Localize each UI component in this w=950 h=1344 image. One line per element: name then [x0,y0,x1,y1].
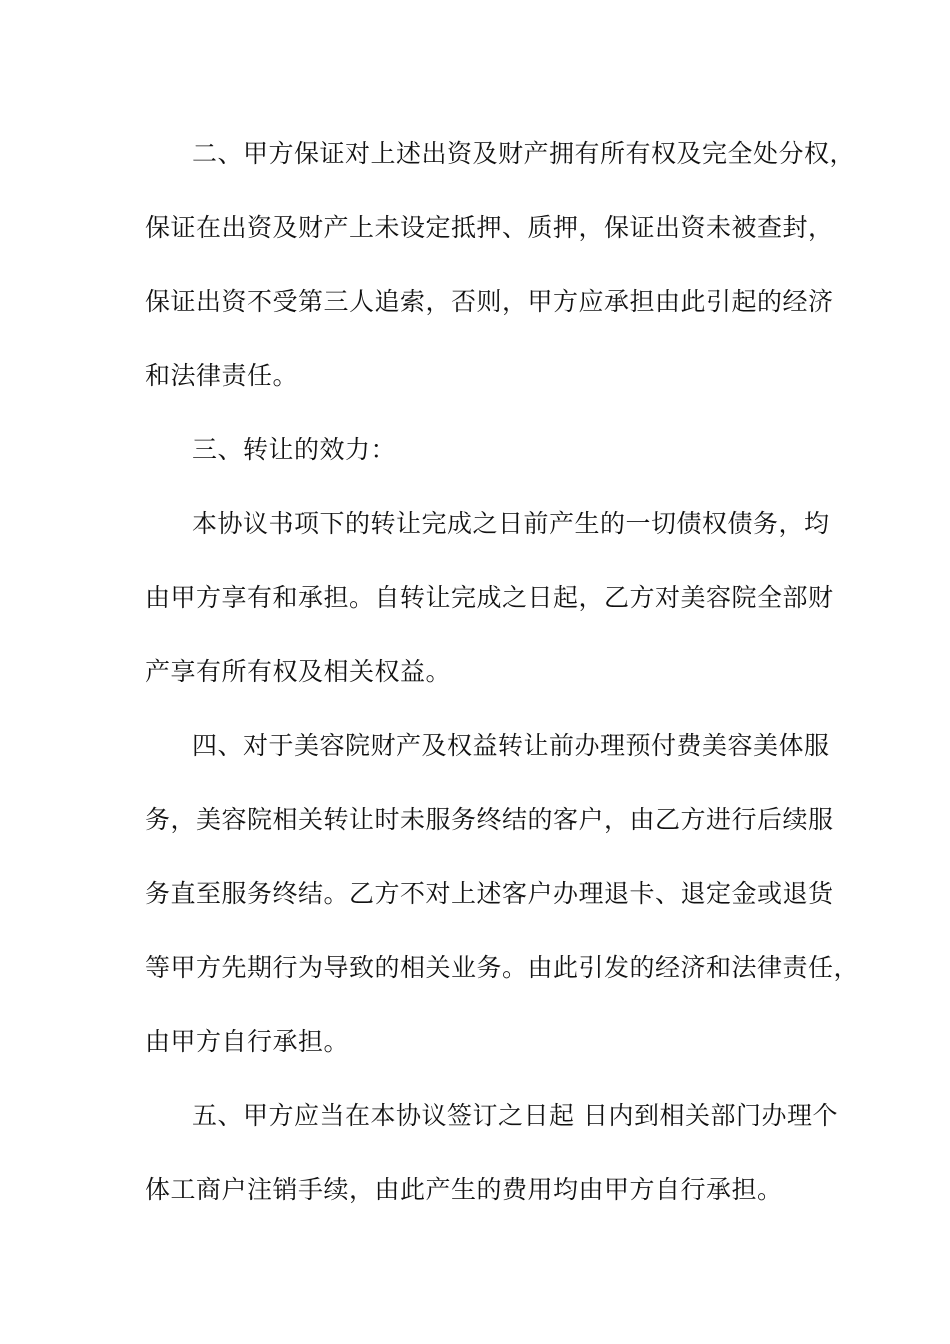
paragraph-line: 产享有所有权及相关权益。 [145,657,452,686]
paragraph-line: 务直至服务终结。乙方不对上述客户办理退卡、退定金或退货 [145,879,834,908]
paragraph-line: 二、甲方保证对上述出资及财产拥有所有权及完全处分权， [192,139,856,168]
paragraph-line: 由甲方享有和承担。自转让完成之日起，乙方对美容院全部财 [145,583,834,612]
paragraph-line: 四、对于美容院财产及权益转让前办理预付费美容美体服 [192,731,830,760]
paragraph-line: 务，美容院相关转让时未服务终结的客户，由乙方进行后续服 [145,805,834,834]
paragraph-line: 由甲方自行承担。 [145,1027,350,1056]
paragraph-line: 本协议书项下的转让完成之日前产生的一切债权债务，均 [192,509,830,538]
paragraph-line: 和法律责任。 [145,361,299,390]
paragraph-line: 五、甲方应当在本协议签订之日起 日内到相关部门办理个 [192,1101,838,1130]
paragraph-line: 等甲方先期行为导致的相关业务。由此引发的经济和法律责任， [145,953,860,982]
section-heading: 三、转让的效力： [192,435,397,464]
paragraph-line: 保证出资不受第三人追索，否则，甲方应承担由此引起的经济 [145,287,834,316]
paragraph-line: 体工商户注销手续，由此产生的费用均由甲方自行承担。 [145,1175,783,1204]
paragraph-line: 保证在出资及财产上未设定抵押、质押，保证出资未被查封， [145,213,834,242]
